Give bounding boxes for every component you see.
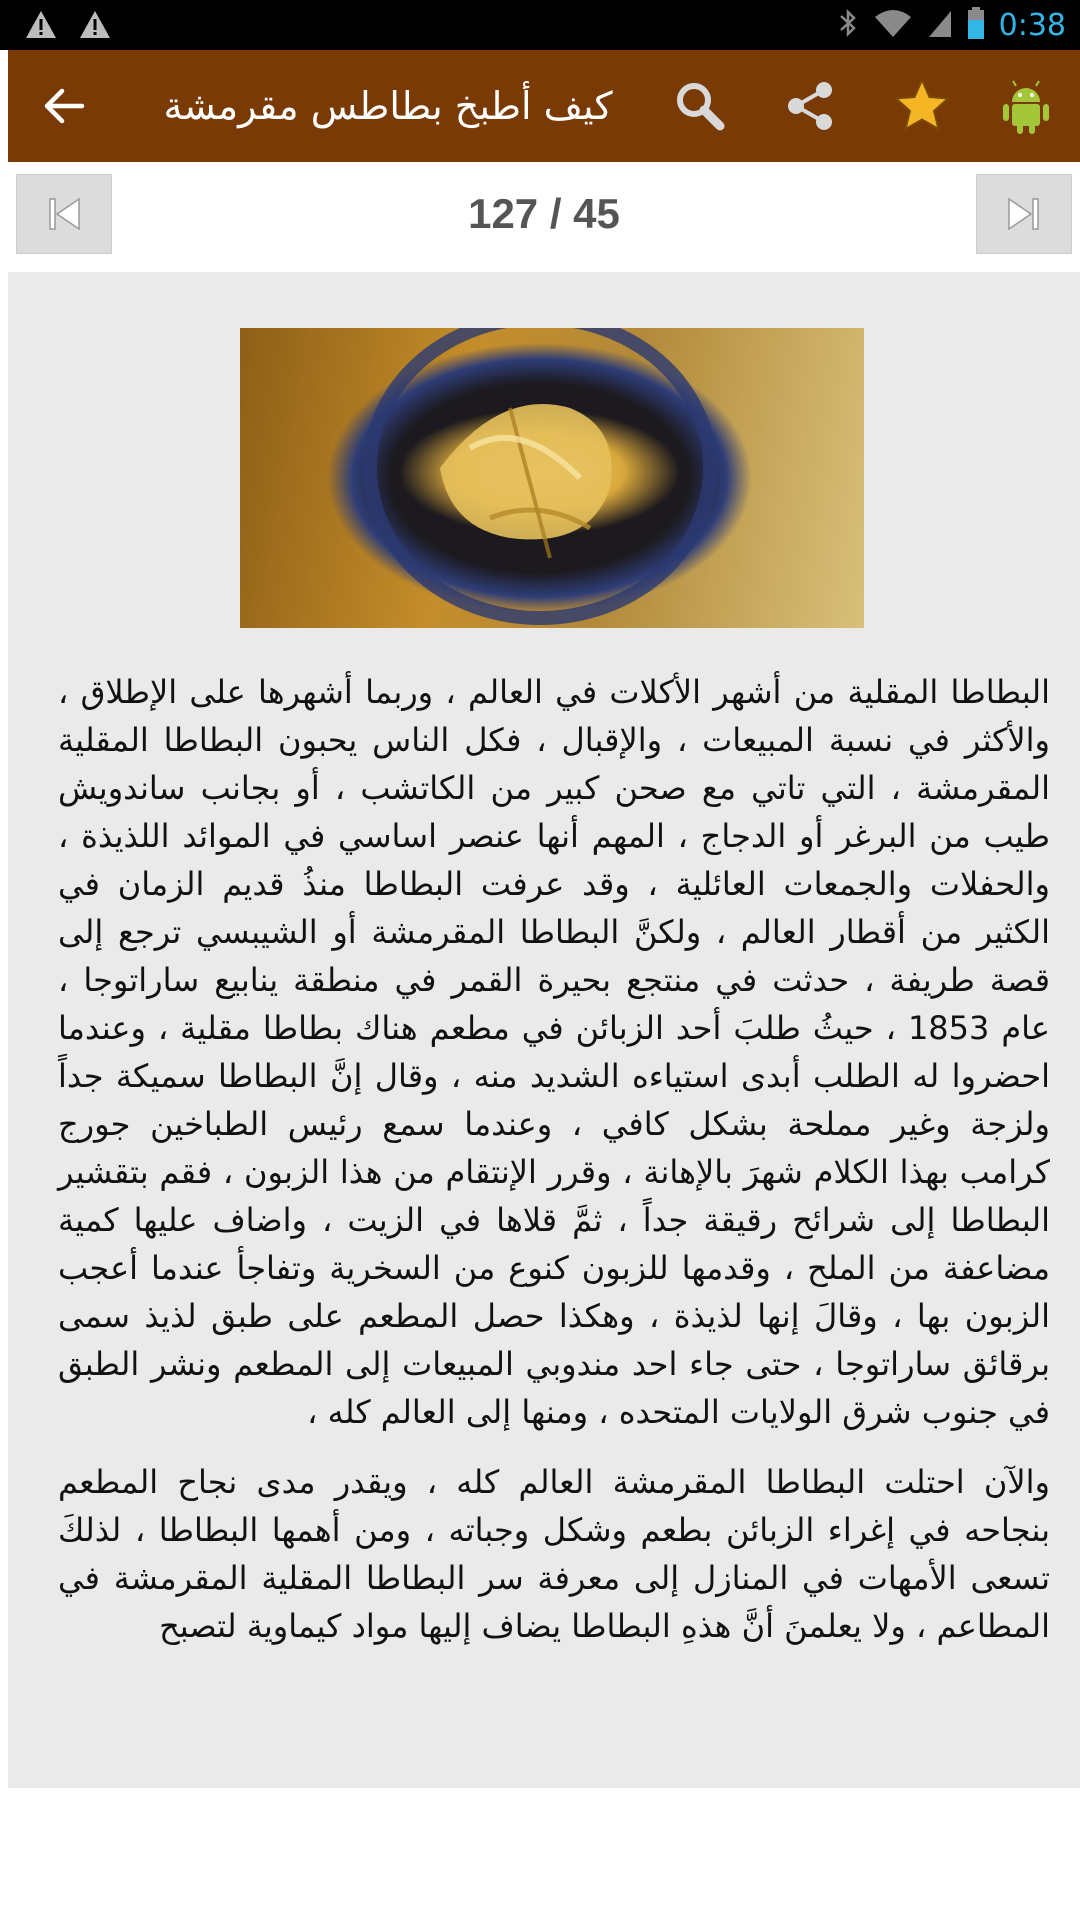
skip-next-icon [977,175,1071,253]
article-content [8,272,1080,1788]
article-paragraph: البطاطا المقلية من أشهر الأكلات في العالم ، وربما أشهرها على الإطلاق ، والأكثر في نسبة المبيعات ، والإقبال ، فكل الناس يحبون البطاطا المقلية المقرمشة ، التي تاتي مع صحن كبير من الكاتشب ، أو بجانب ساندويش طيب من البرغر أو الدجاج ، المهم أنها عنصر اساسي في الموائد اللذيذة ، والحفلات والجمعات العائلية ، وقد عرفت البطاطا منذُ قديم الزمان في الكثير من أقطار العالم ، ولكنَّ البطاطا المقرمشة أو الشيبسي ترجع إلى قصة طريفة ، حدثت في منتجع بحيرة القمر في منطقة ينابيع ساراتوجا ، عام 1853 ، حيثُ طلبَ أحد الزبائن في مطعم هناك بطاطا مقلية ، وعندما احضروا له الطلب أبدى استياءه الشديد منه ، وقال إنَّ البطاطا سميكة جداً ولزجة وغير مملحة بشكل كافي ، وعندما سمع رئيس الطباخين جورج كرامب بهذا الكلام شهرَ بالإهانة ، وقرر الإنتقام من هذا الزبون ، فقم بتقشير البطاطا إلى شرائح رقيقة جداً ، ثمَّ قلاها في الزيت ، واضاف عليها كمية مضاعفة من الملح ، وقدمها للزبون كنوع من السخرية وتفاجأ عندما أعجب الزبون بها ، وقالَ إنها لذيذة ، وهكذا حصل المطعم على طبق لذيذ سمى برقائق ساراتوجا ، حتى جاء احد مندوبي المبيعات إلى المطعم ونشر الطبق في جنوب شرق الولايات المتحده ، ومنها إلى العالم كله ، [58,673,1051,1431]
action-bar [8,50,1080,162]
back-arrow-icon[interactable] [34,76,94,136]
warning-icon [24,8,58,42]
share-icon[interactable] [778,74,842,138]
article-paragraph: والآن احتلت البطاطا المقرمشة العالم كله ، ويقدر مدى نجاح المطعم بنجاحه في إغراء الزبائن بطعم وشكل وجباته ، ومن أهمها البطاطا ، لذلكَ تسعى الأمهات في المنازل إلى معرفة سر البطاطا المقلية المقرمشة في المطاعم ، ولا يعلمنَ أنَّ هذهِ البطاطا يضاف إليها مواد كيماوية لتصبح [58,1463,1050,1645]
skip-previous-icon [17,175,111,253]
page-counter: 127 / 45 [468,190,620,237]
battery-icon [967,6,985,44]
system-icons [837,0,1066,50]
wifi-icon [873,7,913,43]
notification-icons [24,8,112,42]
previous-page-button[interactable] [16,174,112,254]
next-page-button[interactable] [976,174,1072,254]
article-text [58,668,1050,1672]
potato-chips-photo [240,328,864,628]
clock: 0:38 [998,7,1066,43]
page-title: كيف أطبخ بطاطس مقرمشة [163,84,613,128]
pager [8,162,1080,272]
search-icon[interactable] [668,74,732,138]
signal-icon [927,7,953,43]
warning-icon [78,8,112,42]
android-icon[interactable] [994,74,1058,138]
star-icon[interactable] [890,74,954,138]
bluetooth-icon [837,7,859,43]
status-bar [0,0,1080,50]
